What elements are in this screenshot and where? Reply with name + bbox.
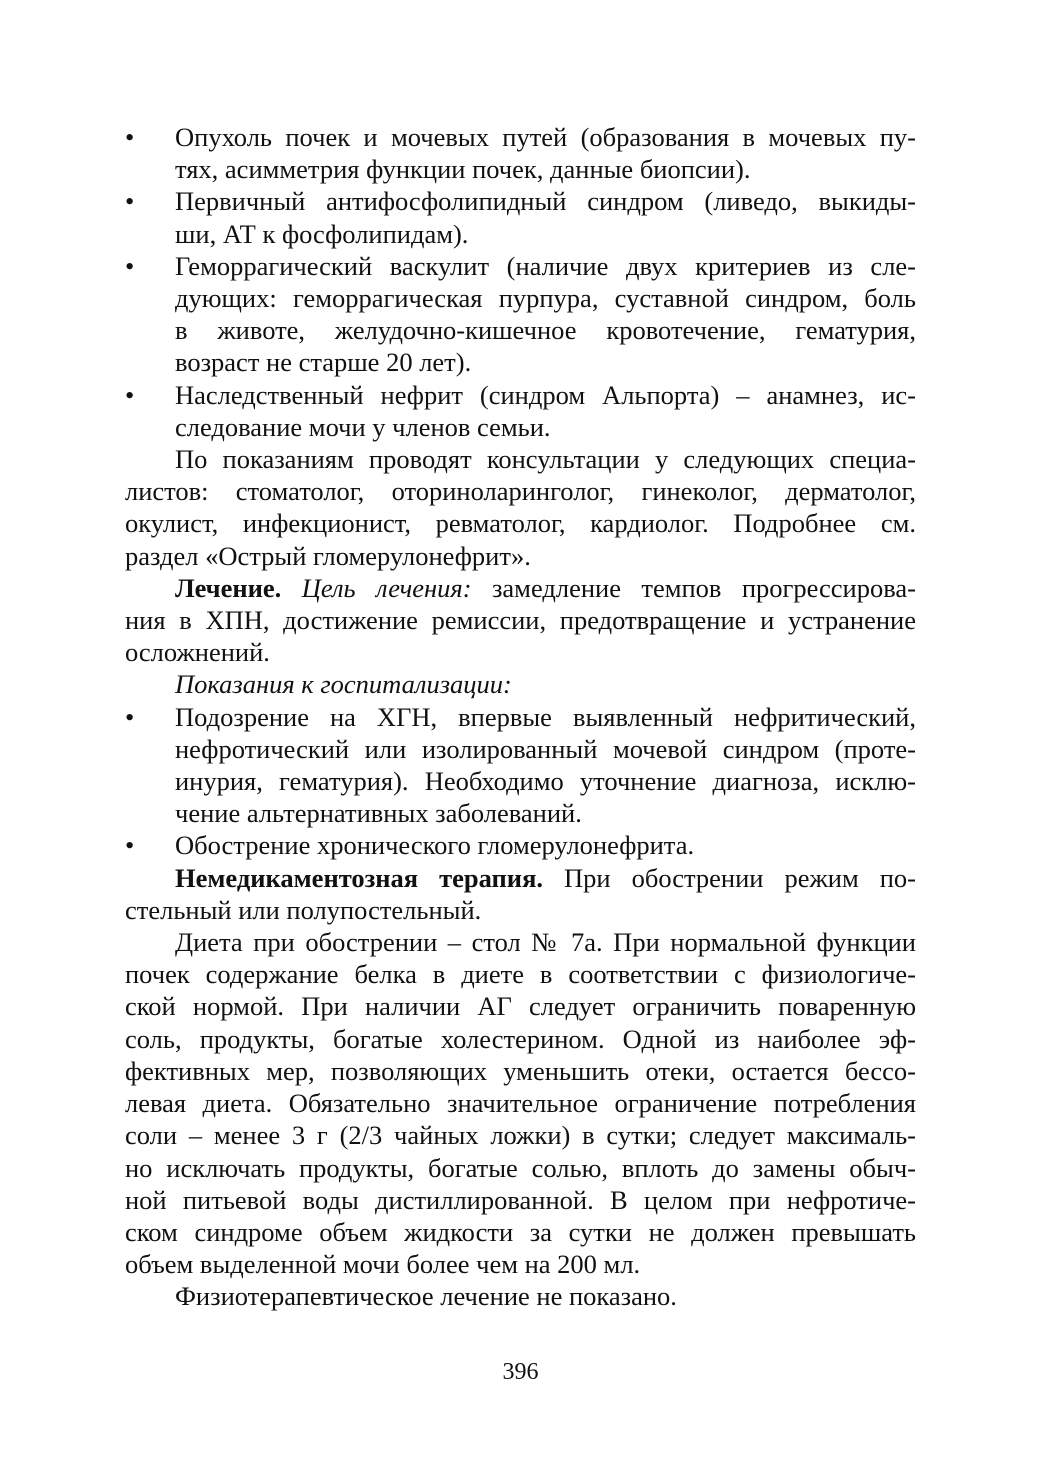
text-line: ной питьевой воды дистиллированной. В целом при нефротиче- [125, 1184, 916, 1215]
hospitalization-list [125, 701, 916, 862]
text-line: ском синдроме объем жидкости за сутки не должен превышать [125, 1216, 916, 1247]
treatment-goal-text: замедление темпов прогрессирова- [491, 572, 916, 603]
bullet-icon: • [125, 701, 135, 732]
text-line: листов: стоматолог, оториноларинголог, гинеколог, дерматолог, [125, 476, 916, 507]
list-item [125, 829, 916, 861]
text-line: соли – менее 3 г (2/3 чайных ложки) в сутки; следует максималь- [125, 1120, 916, 1151]
bullet-icon: • [125, 830, 135, 861]
text-line [125, 572, 916, 604]
text-line: Первичный антифосфолипидный синдром (ливедо, выкиды- [175, 186, 916, 217]
text-line: ши, АТ к фосфолипидам). [175, 218, 469, 249]
treatment-goal-label: Цель лечения: [301, 572, 472, 603]
bullet-icon: • [125, 122, 135, 152]
bullet-icon: • [125, 186, 135, 217]
text-line: Наследственный нефрит (синдром Альпорта) – анамнез, ис- [175, 379, 916, 410]
text-line: окулист, инфекционист, ревматолог, кардиолог. Подробнее см. [125, 508, 916, 539]
list-item [125, 701, 916, 830]
text-line: ния в ХПН, достижение ремиссии, предотвращение и устранение [125, 605, 916, 636]
text-line: тях, асимметрия функции почек, данные биопсии). [175, 154, 751, 185]
bullet-icon: • [125, 379, 135, 410]
paragraph-diet [125, 926, 916, 1280]
nondrug-label: Немедикаментозная терапия. [175, 862, 544, 893]
text-line: левая диета. Обязательно значительное ограничение потребления [125, 1088, 916, 1119]
text-line: фективных мер, позволяющих уменьшить отеки, остается бессо- [125, 1055, 916, 1086]
hospitalization-heading: Показания к госпитализации: [175, 669, 512, 700]
text-line: Подозрение на ХГН, впервые выявленный нефритический, [175, 701, 916, 732]
text-line: соль, продукты, богатые холестерином. Одной из наиболее эф- [125, 1023, 916, 1054]
list-item [125, 185, 916, 249]
text-line: Опухоль почек и мочевых путей (образования в мочевых пу- [175, 122, 916, 152]
text-line: осложнений. [125, 637, 270, 668]
text-line: чение альтернативных заболеваний. [175, 798, 582, 829]
text-line: но исключать продукты, богатые солью, вплоть до замены обыч- [125, 1152, 916, 1183]
list-item [125, 121, 916, 185]
text-line: следование мочи у членов семьи. [175, 411, 551, 442]
paragraph-consultations [125, 443, 916, 572]
treatment-label: Лечение. [175, 572, 282, 603]
differential-list [125, 121, 916, 443]
text-line: в животе, желудочно-кишечное кровотечение, гематурия, [175, 315, 916, 346]
page-content [125, 121, 916, 1313]
text-line: почек содержание белка в диете в соответствии с физиологиче- [125, 959, 916, 990]
text-line: Физиотерапевтическое лечение не показано. [175, 1281, 677, 1312]
text-line: инурия, гематурия). Необходимо уточнение диагноза, исклю- [175, 766, 916, 797]
text-line: раздел «Острый гломерулонефрит». [125, 540, 531, 571]
text-line [125, 862, 916, 894]
list-item [125, 379, 916, 443]
text-line: нефротический или изолированный мочевой синдром (проте- [175, 733, 916, 764]
text-line: ской нормой. При наличии АГ следует ограничить поваренную [125, 991, 916, 1022]
text-line: Обострение хронического гломерулонефрита. [175, 830, 695, 861]
text-line: Диета при обострении – стол № 7а. При нормальной функции [175, 927, 916, 958]
text-line: дующих: геморрагическая пурпура, суставной синдром, боль [175, 283, 916, 314]
list-item [125, 250, 916, 379]
text-line: объем выделенной мочи более чем на 200 мл. [125, 1249, 641, 1280]
text-line: возраст не старше 20 лет). [175, 347, 472, 378]
paragraph-physiotherapy [125, 1280, 916, 1312]
bullet-icon: • [125, 250, 135, 281]
paragraph-treatment [125, 572, 916, 669]
nondrug-text: При обострении режим по- [564, 862, 916, 893]
text-line: По показаниям проводят консультации у следующих специа- [175, 444, 916, 475]
text-line: Геморрагический васкулит (наличие двух критериев из сле- [175, 250, 916, 281]
page-number: 396 [502, 1359, 539, 1385]
text-line: стельный или полупостельный. [125, 894, 482, 925]
paragraph-nondrug-therapy [125, 862, 916, 926]
